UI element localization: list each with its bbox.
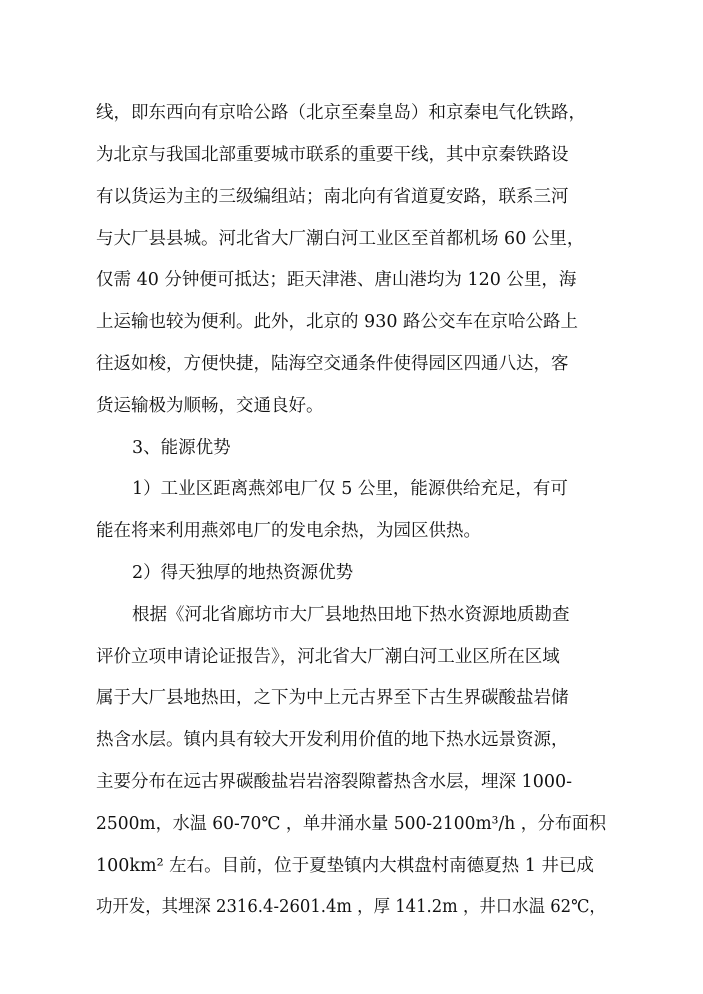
text-line-14: 评价立项申请论证报告》，河北省大厂潮白河工业区所在区域	[96, 647, 560, 667]
text-line-10: 1）工业区距离燕郊电厂仅 5 公里，能源供给充足，有可	[132, 479, 568, 499]
text-line-15: 属于大厂县地热田，之下为中上元古界至下古生界碳酸盐岩储	[96, 688, 569, 708]
text-line-13: 根据《河北省廊坊市大厂县地热田地下热水资源地质勘查	[132, 605, 570, 625]
text-line-1: 线，即东西向有京哈公路（北京至秦皇岛）和京秦电气化铁路，	[96, 103, 586, 123]
text-line-18: 2500m，水温 60-70℃ ，单井涌水量 500-2100m³/h ，分布面积	[96, 814, 607, 834]
text-line-11: 能在将来利用燕郊电厂的发电余热，为园区供热。	[96, 521, 481, 541]
text-line-17: 主要分布在远古界碳酸盐岩岩溶裂隙蓄热含水层，埋深 1000-	[96, 772, 573, 792]
text-line-7: 往返如梭，方便快捷，陆海空交通条件使得园区四通八达，客	[96, 354, 569, 374]
text-line-5: 仅需 40 分钟便可抵达；距天津港、唐山港均为 120 公里，海	[96, 270, 577, 290]
text-line-19: 100km² 左右。目前，位于夏垫镇内大棋盘村南德夏热 1 井已成	[96, 856, 594, 876]
text-line-3: 有以货运为主的三级编组站；南北向有省道夏安路，联系三河	[96, 187, 569, 207]
text-line-2: 为北京与我国北部重要城市联系的重要干线，其中京秦铁路设	[96, 145, 569, 165]
text-line-16: 热含水层。镇内具有较大开发利用价值的地下热水远景资源，	[96, 730, 569, 750]
subheading-geothermal: 2）得天独厚的地热资源优势	[132, 563, 354, 583]
section-heading-energy: 3、能源优势	[132, 438, 231, 458]
text-line-4: 与大厂县县城。河北省大厂潮白河工业区至首都机场 60 公里，	[96, 229, 585, 249]
text-line-8: 货运输极为顺畅，交通良好。	[96, 396, 324, 416]
text-line-20: 功开发，其埋深 2316.4-2601.4m ，厚 141.2m ，井口水温 62℃，	[96, 897, 606, 917]
text-line-6: 上运输也较为便利。此外，北京的 930 路公交车在京哈公路上	[96, 312, 579, 332]
